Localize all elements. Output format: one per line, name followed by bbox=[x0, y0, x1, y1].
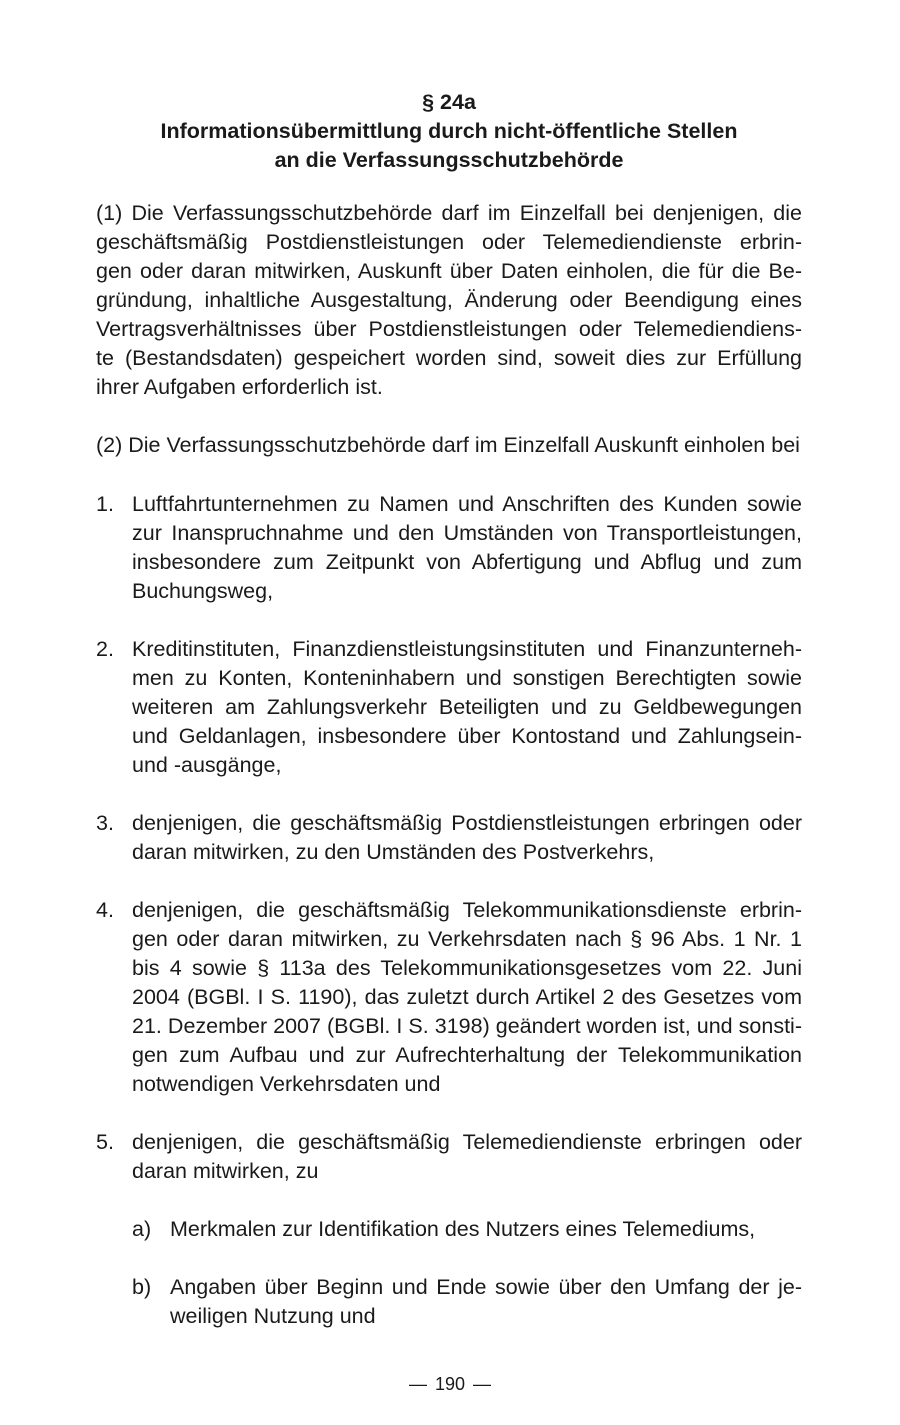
footer-dash-right: — bbox=[473, 1374, 492, 1394]
paragraph-2: (2) Die Verfassungsschutzbehörde darf im Einzelfall Auskunft einholen bei bbox=[96, 433, 800, 457]
sub-list-item-letter: a) bbox=[132, 1217, 152, 1241]
list-item-number: 2. bbox=[96, 637, 114, 661]
section-title-line-2: an die Verfassungsschutzbehörde bbox=[274, 148, 624, 172]
list-item-line: daran mitwirken, zu bbox=[132, 1159, 319, 1183]
list-item-line: Luftfahrtunternehmen zu Namen und Anschriften des Kunden sowie bbox=[132, 492, 802, 516]
sub-list-item-line: Merkmalen zur Identifikation des Nutzers eines Telemediums, bbox=[170, 1217, 756, 1241]
paragraph-1-line: geschäftsmäßig Postdienstleistungen oder Telemediendienste erbrin- bbox=[96, 230, 802, 254]
list-item bbox=[96, 1128, 802, 1186]
list-item-number: 4. bbox=[96, 898, 114, 922]
list-item-line: denjenigen, die geschäftsmäßig Postdienstleistungen erbringen oder bbox=[132, 811, 802, 835]
sub-list-item-letter: b) bbox=[132, 1275, 152, 1299]
list-item-line: gen oder daran mitwirken, zu Verkehrsdaten nach § 96 Abs. 1 Nr. 1 bbox=[132, 927, 802, 951]
list-item-number: 5. bbox=[96, 1130, 114, 1154]
sub-list-item bbox=[96, 1273, 802, 1331]
paragraph-1-line: Vertragsverhältnisses über Postdienstleistungen oder Telemediendiens- bbox=[96, 317, 802, 341]
list-item bbox=[96, 896, 802, 1099]
list-item-line: daran mitwirken, zu den Umständen des Postverkehrs, bbox=[132, 840, 655, 864]
list-item-line: denjenigen, die geschäftsmäßig Telekommunikationsdienste erbrin- bbox=[132, 898, 802, 922]
paragraph-1-line: te (Bestandsdaten) gespeichert worden sind, soweit dies zur Erfüllung bbox=[96, 346, 802, 370]
document-page bbox=[96, 88, 802, 1331]
list-item-line: gen zum Aufbau und zur Aufrechterhaltung der Telekommunikation bbox=[132, 1043, 802, 1067]
list-item-line: zur Inanspruchnahme und den Umständen von Transportleistungen, bbox=[132, 521, 802, 545]
paragraph-1-line: (1) Die Verfassungsschutzbehörde darf im Einzelfall bei denjenigen, die bbox=[96, 201, 802, 225]
list-item-line: Buchungsweg, bbox=[132, 579, 274, 603]
section-heading bbox=[96, 88, 802, 175]
list-item-number: 1. bbox=[96, 492, 114, 516]
list-item-line: bis 4 sowie § 113a des Telekommunikationsgesetzes vom 22. Juni bbox=[132, 956, 802, 980]
sub-list-item bbox=[96, 1215, 802, 1244]
list-item-line: men zu Konten, Konteninhabern und sonstigen Berechtigten sowie bbox=[132, 666, 802, 690]
paragraph-1-line: gen oder daran mitwirken, Auskunft über Daten einholen, die für die Be- bbox=[96, 259, 802, 283]
list-item-number: 3. bbox=[96, 811, 114, 835]
page-number: 190 bbox=[434, 1374, 466, 1394]
list-item-line: denjenigen, die geschäftsmäßig Telemediendienste erbringen oder bbox=[132, 1130, 802, 1154]
page-footer bbox=[0, 1372, 900, 1396]
list-item-line: Kreditinstituten, Finanzdienstleistungsinstituten und Finanzunterneh- bbox=[132, 637, 802, 661]
section-title-line-1: Informationsübermittlung durch nicht-öffentliche Stellen bbox=[160, 119, 738, 143]
paragraph-1-line: gründung, inhaltliche Ausgestaltung, Änderung oder Beendigung eines bbox=[96, 288, 802, 312]
list-item-line: notwendigen Verkehrsdaten und bbox=[132, 1072, 441, 1096]
sub-list-item-line: weiligen Nutzung und bbox=[170, 1304, 376, 1328]
sub-list-item-line: Angaben über Beginn und Ende sowie über den Umfang der je- bbox=[170, 1275, 802, 1299]
list-item bbox=[96, 809, 802, 867]
list-item-line: weiteren am Zahlungsverkehr Beteiligten und zu Geldbewegungen bbox=[132, 695, 802, 719]
numbered-list bbox=[96, 490, 802, 1331]
paragraph-1-line: ihrer Aufgaben erforderlich ist. bbox=[96, 375, 383, 399]
list-item-line: und Geldanlagen, insbesondere über Kontostand und Zahlungsein- bbox=[132, 724, 802, 748]
list-item-line: 2004 (BGBl. I S. 1190), das zuletzt durch Artikel 2 des Gesetzes vom bbox=[132, 985, 802, 1009]
list-item-line: und -ausgänge, bbox=[132, 753, 282, 777]
list-item bbox=[96, 635, 802, 780]
list-item-line: insbesondere zum Zeitpunkt von Abfertigung und Abflug und zum bbox=[132, 550, 802, 574]
footer-dash-left: — bbox=[408, 1374, 427, 1394]
section-number: § 24a bbox=[422, 90, 476, 114]
list-item bbox=[96, 490, 802, 606]
list-item-line: 21. Dezember 2007 (BGBl. I S. 3198) geändert worden ist, und sonsti- bbox=[132, 1014, 802, 1038]
paragraph-1 bbox=[96, 199, 802, 402]
